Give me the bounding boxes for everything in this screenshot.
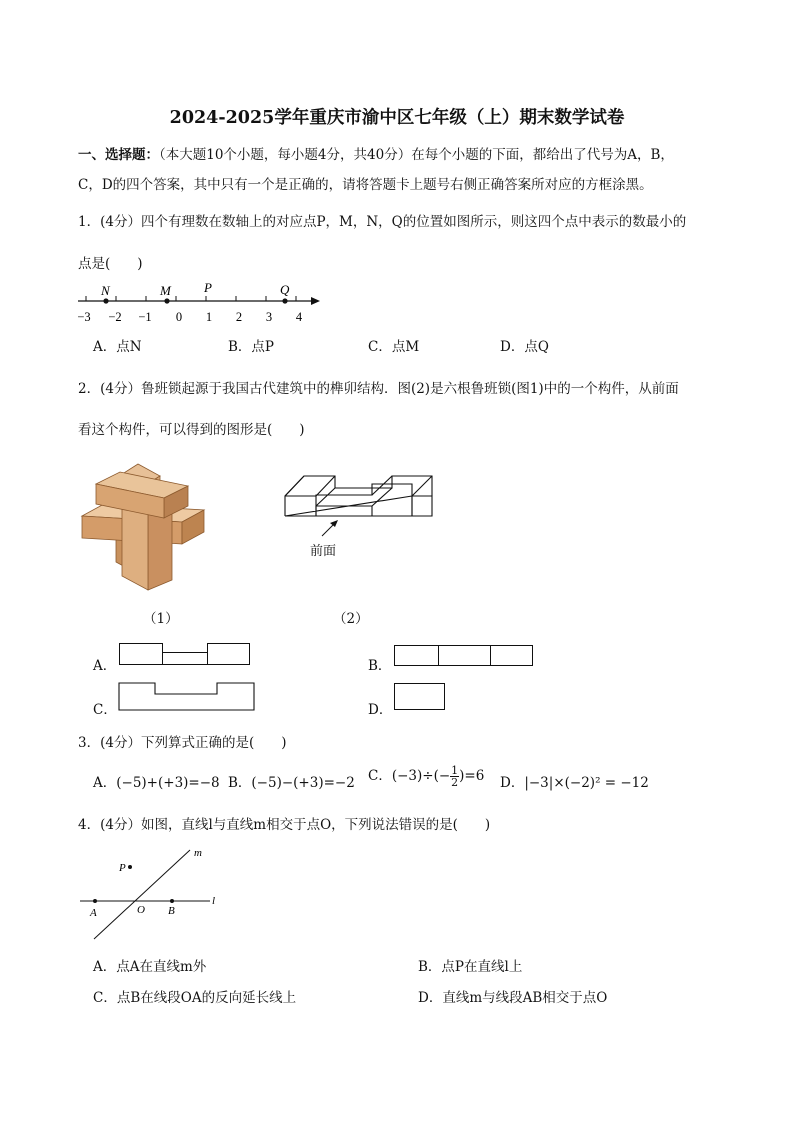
q2-option-c-figure[interactable] bbox=[118, 682, 256, 712]
q3-option-a[interactable]: A．(−5)+(+3)=−8 bbox=[93, 775, 220, 791]
intersecting-lines-figure bbox=[76, 842, 226, 947]
q2-stem-line1: 2．(4分）鲁班锁起源于我国古代建筑中的榫卯结构．图(2)是六根鲁班锁(图1)中的一个构件，从前面 bbox=[78, 381, 679, 397]
q1-stem-line2: 点是( ) bbox=[78, 256, 143, 272]
shape-rect bbox=[394, 645, 439, 666]
tick-label: 0 bbox=[175, 310, 183, 324]
axis-arrow-icon bbox=[311, 297, 320, 305]
fraction-denominator: 2 bbox=[451, 776, 459, 789]
front-label: 前面 bbox=[310, 544, 337, 559]
label-b: B bbox=[168, 905, 175, 917]
q3-stem: 3．(4分）下列算式正确的是( ) bbox=[78, 735, 287, 751]
section-instructions bbox=[78, 143, 674, 163]
q3-option-c-post: )=6 bbox=[459, 768, 485, 784]
line-m bbox=[94, 850, 190, 939]
luban-lock-photo bbox=[76, 456, 216, 596]
q1-option-b[interactable]: B．点P bbox=[228, 339, 275, 355]
tick-label: 3 bbox=[265, 310, 273, 324]
label-m: m bbox=[194, 847, 202, 859]
fig2-caption: （2） bbox=[333, 611, 369, 627]
shape-rect bbox=[438, 645, 491, 666]
arrow-head-icon bbox=[330, 520, 338, 527]
q3-option-c-pre: C．(−3)÷(− bbox=[368, 768, 451, 784]
point-label-q: Q bbox=[280, 282, 290, 297]
q1-stem-line1: 1．(4分）四个有理数在数轴上的对应点P，M，N，Q的位置如图所示，则这四个点中表示的数最小的 bbox=[78, 214, 687, 230]
fig1-caption: （1） bbox=[143, 611, 179, 627]
point-a-dot bbox=[93, 899, 97, 903]
shape-rect bbox=[119, 643, 163, 665]
label-a: A bbox=[90, 907, 97, 919]
shape-rect bbox=[490, 645, 533, 666]
point-m-dot bbox=[164, 298, 169, 303]
point-p-dot bbox=[128, 865, 132, 869]
section-instructions-line1: （本大题10个小题，每小题4分，共40分）在每个小题的下面，都给出了代号为A，B， bbox=[159, 147, 674, 163]
q4-option-c[interactable]: C．点B在线段OA的反向延长线上 bbox=[93, 990, 297, 1006]
label-p: P bbox=[119, 862, 126, 874]
shape-rect bbox=[162, 652, 208, 665]
fraction-numerator: 1 bbox=[451, 764, 459, 777]
page-title: 2024-2025学年重庆市渝中区七年级（上）期末数学试卷 bbox=[169, 108, 625, 128]
tick-label: −1 bbox=[138, 310, 152, 324]
shape-rect bbox=[207, 643, 250, 665]
tick-label: 4 bbox=[295, 310, 303, 324]
q3-option-c[interactable] bbox=[368, 764, 484, 788]
tick-label: 2 bbox=[235, 310, 243, 324]
q3-option-b[interactable]: B．(−5)−(+3)=−2 bbox=[228, 775, 355, 791]
point-n-dot bbox=[103, 298, 108, 303]
point-label-n: N bbox=[101, 283, 110, 298]
tick-labels bbox=[77, 310, 303, 324]
q1-option-c[interactable]: C．点M bbox=[368, 339, 420, 355]
label-o: O bbox=[137, 904, 145, 916]
tick-label: −3 bbox=[77, 310, 91, 324]
number-line-ticks bbox=[86, 296, 296, 301]
q4-stem: 4．(4分）如图，直线l与直线m相交于点O，下列说法错误的是( ) bbox=[78, 817, 491, 833]
q4-option-d[interactable]: D．直线m与线段AB相交于点O bbox=[418, 990, 608, 1006]
q1-option-a[interactable]: A．点N bbox=[93, 339, 142, 355]
q2-option-c-letter[interactable]: C． bbox=[93, 702, 117, 718]
q4-option-a[interactable]: A．点A在直线m外 bbox=[93, 959, 207, 975]
point-label-m: M bbox=[160, 283, 171, 298]
tick-label: 1 bbox=[205, 310, 213, 324]
q2-stem-line2: 看这个构件，可以得到的图形是( ) bbox=[78, 422, 305, 438]
component-drawing bbox=[280, 468, 440, 563]
fraction-one-half bbox=[450, 765, 459, 788]
point-q-dot bbox=[282, 298, 287, 303]
point-label-p: P bbox=[204, 280, 212, 295]
q2-option-d-figure[interactable] bbox=[394, 683, 445, 710]
number-line-figure bbox=[70, 275, 330, 330]
q2-option-d-letter[interactable]: D． bbox=[368, 702, 393, 718]
q1-option-d[interactable]: D．点Q bbox=[500, 339, 549, 355]
q2-option-b-letter[interactable]: B． bbox=[368, 658, 392, 674]
section-instructions-line2: C，D的四个答案，其中只有一个是正确的，请将答题卡上题号右侧正确答案所对应的方框涂黑。 bbox=[78, 177, 653, 193]
q2-option-a-letter[interactable]: A． bbox=[93, 658, 117, 674]
tick-label: −2 bbox=[108, 310, 122, 324]
label-l: l bbox=[212, 895, 216, 907]
q3-option-d[interactable]: D．|−3|×(−2)² = −12 bbox=[500, 775, 649, 791]
q4-option-b[interactable]: B．点P在直线l上 bbox=[418, 959, 523, 975]
section-heading: 一、选择题： bbox=[78, 147, 159, 163]
point-b-dot bbox=[170, 899, 174, 903]
